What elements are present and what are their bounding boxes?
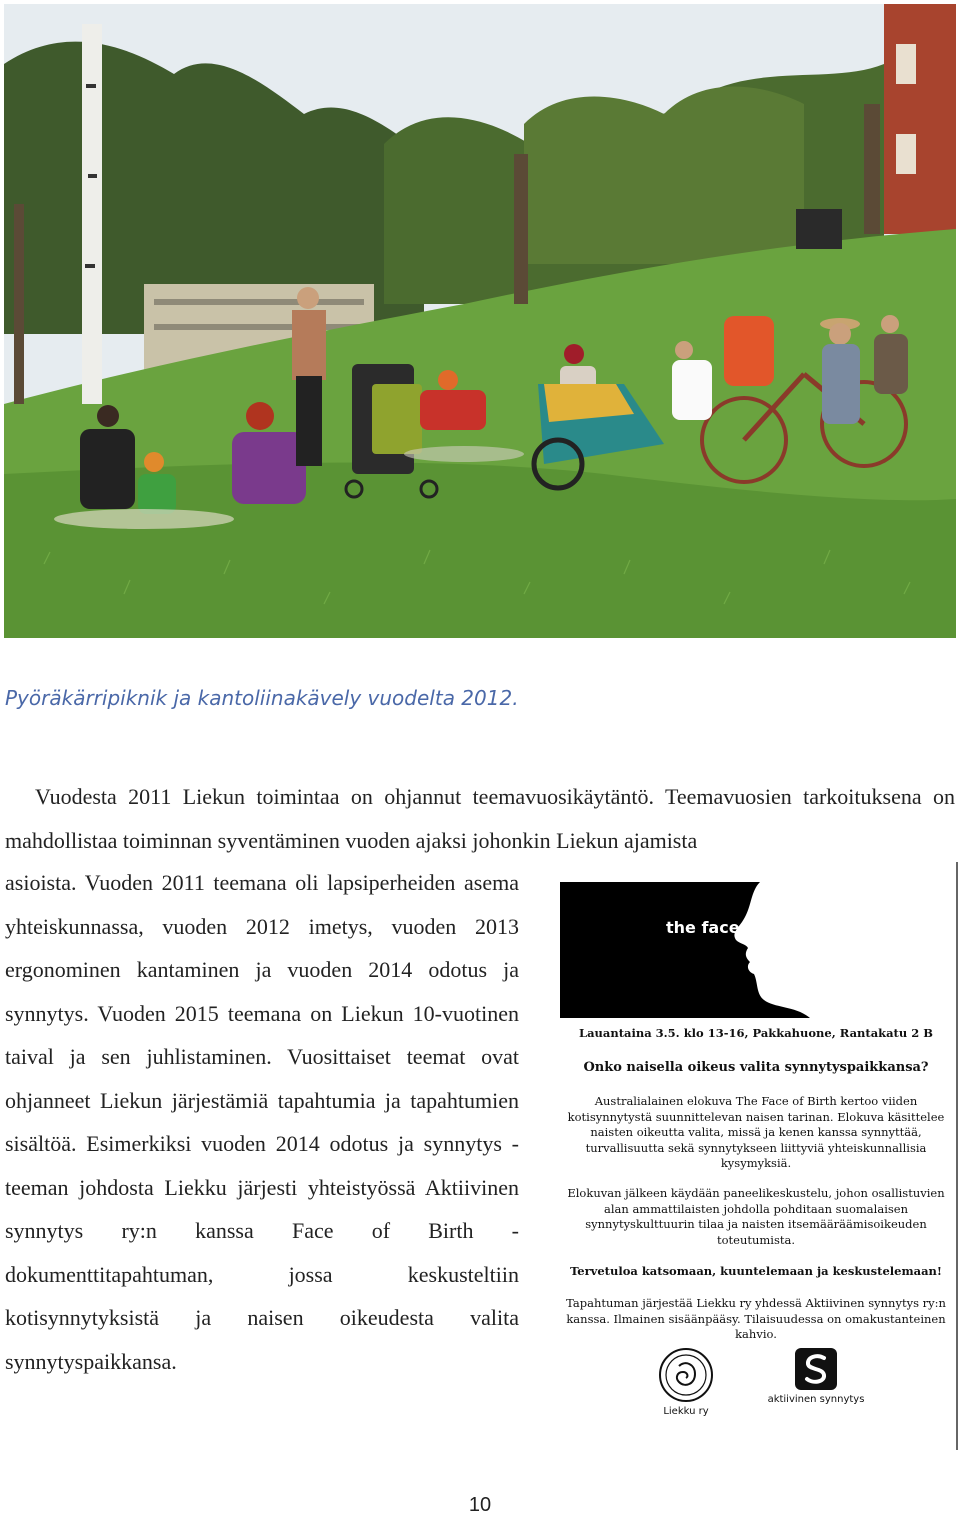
poster-brand: [666, 918, 808, 937]
poster-discussion: Elokuvan jälkeen käydään paneelikeskustelu, johon osallistuvien alan ammattilaisten johdolla pohditaan suomalaisen synnytyskulttuurin tilaa ja naisten itsemääräämisoikeuden toteutumista.: [567, 1186, 945, 1247]
poster-welcome: Tervetuloa katsomaan, kuuntelemaan ja keskustelemaan!: [570, 1264, 942, 1278]
aktiivinen-logo-text: aktiivinen synnytys: [767, 1394, 865, 1405]
brand-of: of: [745, 921, 759, 937]
brand-the-face: the face: [666, 918, 740, 937]
face-profile-silhouette: [560, 882, 952, 1018]
intro-paragraph: [5, 775, 955, 862]
poster-description: Australialainen elokuva The Face of Birth kertoo viiden kotisynnytystä suunnittelevan naisen tarinan. Elokuva käsittelee naisten oikeutta valita, missä ja kenen kanssa synnyttää, turvallisuutta sekä synnytykseen liittyviä yhteiskunnallisia kysymyksiä.: [567, 1094, 945, 1170]
body-paragraph: asioista. Vuoden 2011 teemana oli lapsiperheiden asema yhteiskunnassa, vuoden 2012 imetys, vuoden 2013 ergonominen kantaminen ja vuoden 2014 odotus ja synnytys. Vuoden 2015 teemana on Liekun 10-vuotinen taival ja sen juhlistaminen. Vuosittaiset teemat ovat ohjanneet Liekun järjestämiä tapahtumia ja tapahtumien sisältöä. Esimerkiksi vuoden 2014 odotus ja synnytys -teeman johdosta Liekku järjesti yhteistyössä Aktiivinen synnytys ry:n kanssa Face of Birth -dokumenttitapahtuman, jossa keskusteltiin kotisynnytyksistä ja naisen oikeudesta valita synnytyspaikkansa.: [5, 870, 519, 1374]
liekku-logo-text: Liekku ry: [663, 1406, 709, 1417]
page-number: 10: [468, 1494, 492, 1516]
intro-text: Vuodesta 2011 Liekun toimintaa on ohjannut teemavuosikäytäntö. Teemavuosien tarkoituksena on mahdollistaa toiminnan syventäminen vuoden ajaksi johonkin Liekun ajamista: [5, 784, 955, 853]
poster-header: [560, 882, 952, 1018]
poster-organizer: Tapahtuman järjestää Liekku ry yhdessä Aktiivinen synnytys ry:n kanssa. Ilmainen sisäänpääsy. Tilaisuudessa on omakustanteinen kahvio.: [566, 1296, 946, 1341]
liekku-logo: [646, 1346, 726, 1417]
brand-birth: birth: [764, 918, 809, 937]
liekku-baby-icon: [655, 1346, 717, 1404]
photo-caption: Pyöräkärripiknik ja kantoliinakävely vuodelta 2012.: [5, 686, 519, 710]
poster-tagline: WHERE THE PERSONAL GETS POLITICAL: [760, 938, 916, 946]
aktiivinen-synnytys-logo: [756, 1346, 876, 1405]
poster-date: Lauantaina 3.5. klo 13-16, Pakkahuone, Rantakatu 2 B: [579, 1026, 933, 1040]
poster-question: Onko naisella oikeus valita synnytyspaikkansa?: [583, 1060, 929, 1075]
park-picnic-photo: [4, 4, 956, 638]
event-poster: [556, 862, 958, 1450]
aktiivinen-s-icon: [793, 1346, 839, 1392]
